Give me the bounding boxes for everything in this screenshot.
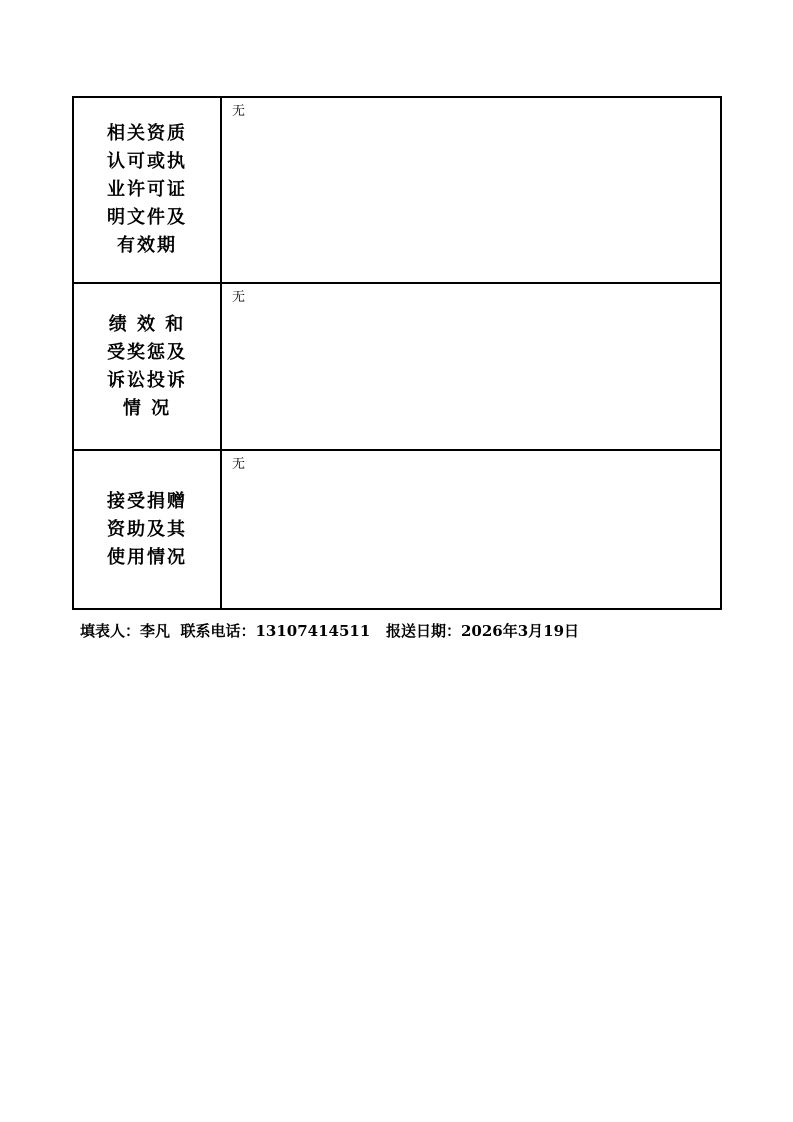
performance-value: 无 — [232, 290, 246, 305]
date-label: 报送日期： — [385, 622, 461, 640]
donations-value: 无 — [232, 457, 246, 472]
phone-label: 联系电话： — [180, 622, 256, 640]
performance-label: 绩 效 和 受奖惩及 诉讼投诉 情 况 — [107, 313, 187, 419]
report-date: 2026年3月19日 — [461, 622, 580, 640]
donations-label: 接受捐赠 资助及其 使用情况 — [107, 490, 187, 568]
donations-label-cell — [73, 450, 221, 609]
info-table — [72, 96, 722, 610]
qualification-value: 无 — [232, 104, 246, 119]
qualification-value-cell — [221, 97, 721, 283]
table-row-donations — [73, 450, 721, 609]
table-row-performance — [73, 283, 721, 450]
qualification-label: 相关资质 认可或执 业许可证 明文件及 有效期 — [107, 123, 187, 256]
filler-name: 李凡 — [140, 622, 171, 640]
qualification-label-cell — [73, 97, 221, 283]
phone-number: 13107414511 — [255, 622, 371, 640]
performance-label-cell — [73, 283, 221, 450]
filler-label: 填表人： — [80, 622, 141, 640]
footer-info — [80, 620, 720, 641]
donations-value-cell — [221, 450, 721, 609]
table-row-qualification — [73, 97, 721, 283]
performance-value-cell — [221, 283, 721, 450]
